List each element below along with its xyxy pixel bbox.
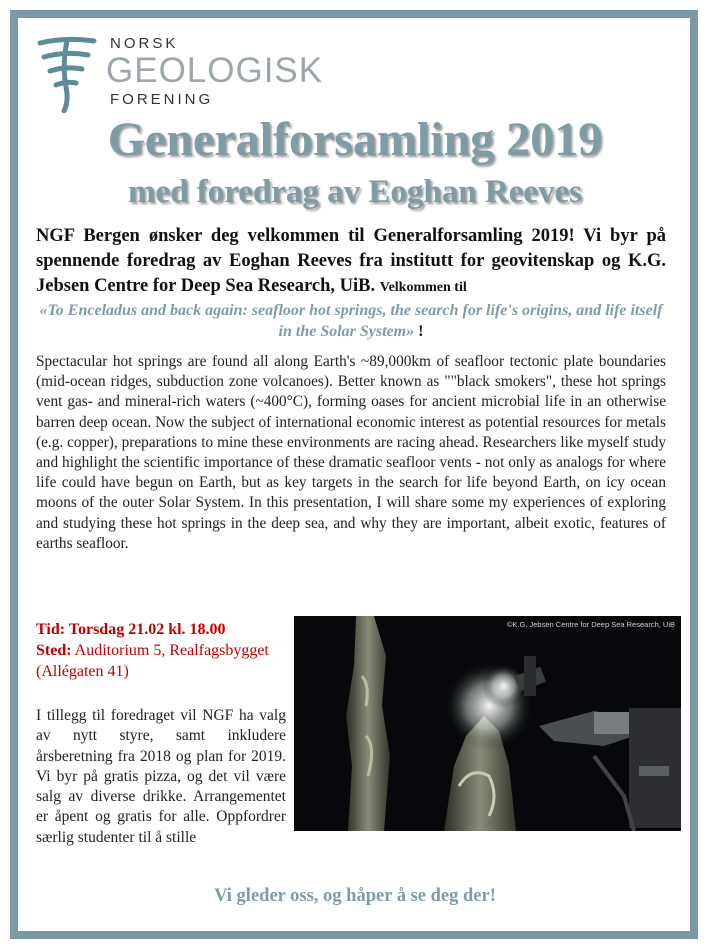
extra-info-paragraph: I tillegg til foredraget vil NGF ha valg av nytt styre, samt inkludere årsberetning fra 2018 og plan for 2019. Vi byr på gratis pizza, og det vil være salg av diverse drikke. Arrangementet er åpent og gratis for alle. Oppfordrer særlig studenter til å stille: [36, 707, 286, 846]
intro-paragraph: [36, 224, 666, 300]
talk-title-quote: [36, 300, 666, 342]
event-place-label: Sted:: [36, 642, 72, 659]
hydrothermal-vent-photo: [294, 616, 681, 831]
logo-line-geologisk: GEOLOGISK: [106, 51, 324, 90]
event-details: [36, 619, 296, 682]
logo-line-norsk: NORSK: [110, 35, 179, 52]
photo-credit: ©K.G. Jebsen Centre for Deep Sea Research, UiB: [506, 620, 675, 629]
trident-logo-icon: [36, 35, 100, 113]
quote-bang: !: [414, 323, 424, 340]
quote-text: «To Enceladus and back again: seafloor hot springs, the search for life's origins, and life itself in the Solar System»: [39, 302, 663, 340]
page-subtitle: med foredrag av Eoghan Reeves: [127, 174, 582, 210]
event-time: Tid: Torsdag 21.02 kl. 18.00: [36, 621, 226, 638]
ngf-logo: [36, 35, 336, 113]
closing-line: Vi gleder oss, og håper å se deg der!: [214, 886, 496, 906]
page-title: Generalforsamling 2019: [107, 113, 603, 166]
abstract-paragraph: Spectacular hot springs are found all along Earth's ~89,000km of seafloor tectonic plate boundaries (mid-ocean ridges, subduction zone volcanoes). Better known as ""black smokers", these hot springs vent gas- and mineral-rich waters (~400°C), forming oases for ancient microbial life in an otherwise barren deep ocean. Now the subject of international economic interest as potential resources for metals (e.g. copper), preparations to mine these environments are racing ahead. Researchers like myself study and highlight the scientific importance of these dramatic seafloor vents - not only as analogs for where life could have begun on Earth, but as key targets in the search for life beyond Earth, on icy ocean moons of the outer Solar System. In this presentation, I will share some my experiences of exploring and studying these hot springs in the deep sea, and why they are important, albeit exotic, features of earths seafloor.: [36, 353, 666, 552]
intro-main: NGF Bergen ønsker deg velkommen til Generalforsamling 2019! Vi byr på spennende foredrag av Eoghan Reeves fra institutt for geovitenskap og K.G. Jebsen Centre for Deep Sea Research, UiB.: [36, 226, 666, 296]
intro-tail: Velkommen til: [379, 280, 467, 295]
vent-photo-illustration: [294, 616, 681, 831]
event-place: Auditorium 5, Realfagsbygget (Allégaten 41): [36, 642, 269, 680]
logo-line-forening: FORENING: [110, 91, 214, 108]
